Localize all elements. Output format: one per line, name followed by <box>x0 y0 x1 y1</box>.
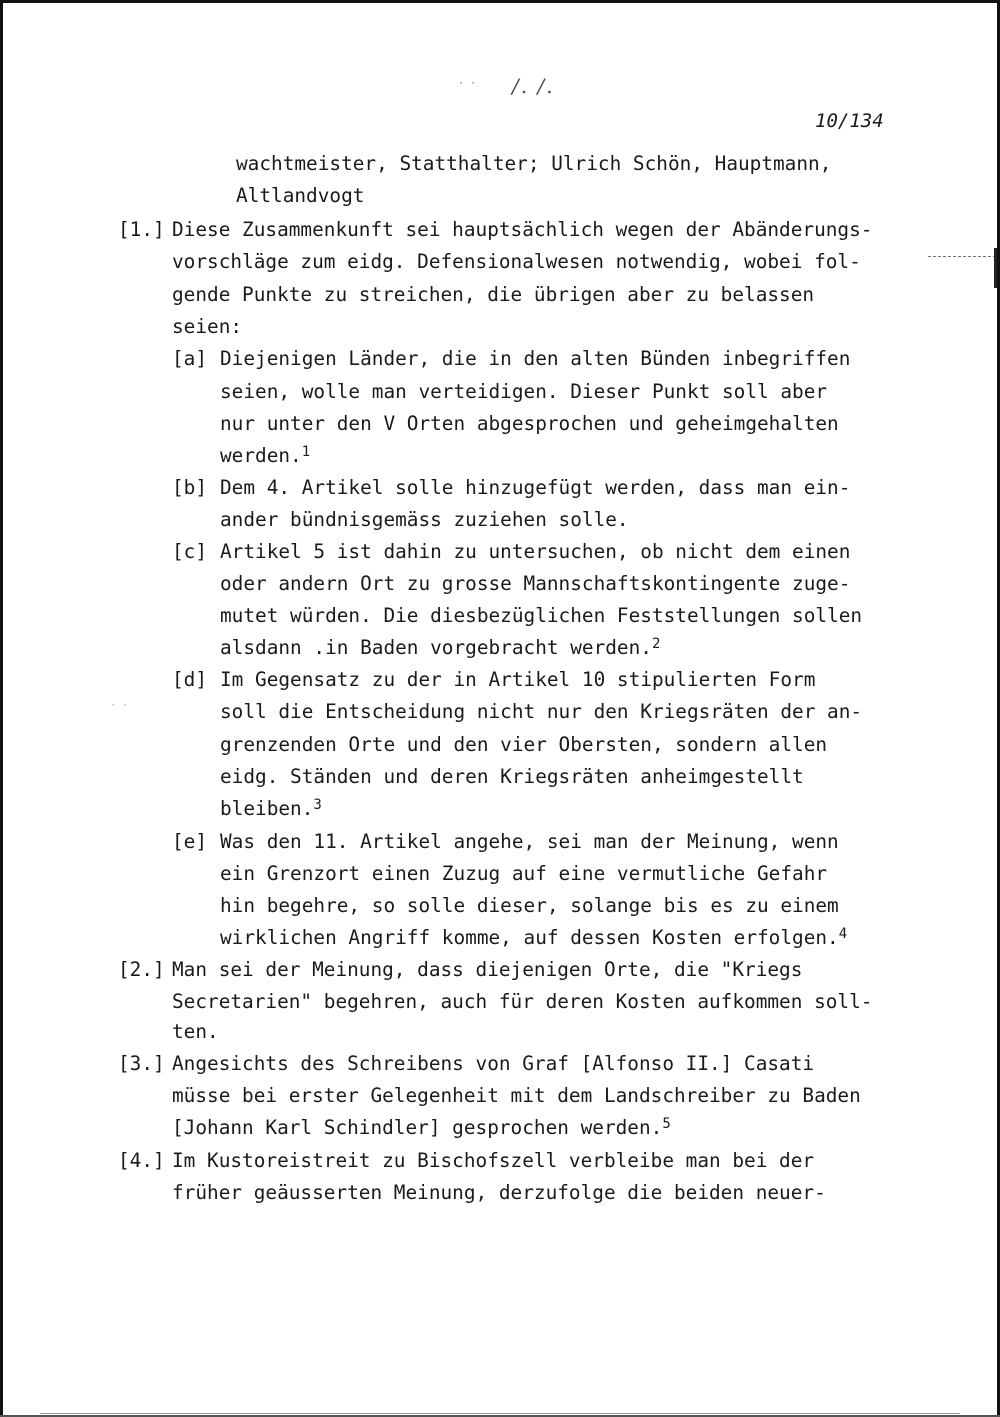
item-label: [1.] <box>118 218 165 241</box>
sub-item-line: mutet würden. Die diesbezüglichen Feststellungen sollen <box>220 604 863 627</box>
intro-line: Altlandvogt <box>236 184 365 207</box>
sub-item-line: oder andern Ort zu grosse Mannschaftskontingente zuge- <box>220 572 851 595</box>
sub-item-line: soll die Entscheidung nicht nur den Kriegsräten der an- <box>220 700 863 723</box>
sub-item-label: [c] <box>172 540 208 563</box>
scan-margin-bar <box>994 248 997 288</box>
item-label: [2.] <box>118 958 165 981</box>
item-line: ten. <box>172 1020 219 1043</box>
sub-item-line: hin begehre, so solle dieser, solange bis es zu einem <box>220 894 839 917</box>
footnote-ref: 2 <box>651 636 661 652</box>
sub-item-label: [a] <box>172 347 208 370</box>
sub-item-line: nur unter den V Orten abgesprochen und geheimgehalten <box>220 412 839 435</box>
sub-item-line: grenzenden Orte und den vier Obersten, sondern allen <box>220 733 828 756</box>
item-line: seien: <box>172 315 243 338</box>
sub-item-line: alsdann .in Baden vorgebracht werden.$^2$ <box>220 636 661 659</box>
footnote-ref: 1 <box>301 444 311 460</box>
sub-item-label: [b] <box>172 476 208 499</box>
scan-margin-mark <box>928 256 996 259</box>
sub-item-line: ander bündnisgemäss zuziehen solle. <box>220 508 629 531</box>
item-line: vorschläge zum eidg. Defensionalwesen notwendig, wobei fol- <box>172 250 861 273</box>
footnote-ref: 3 <box>313 797 322 813</box>
sub-item-line: bleiben.$^3$ <box>220 797 322 820</box>
scan-speck: · · <box>458 78 477 89</box>
handwritten-mark: /. /. <box>512 74 555 98</box>
sub-item-line: eidg. Ständen und deren Kriegsräten anheimgestellt <box>220 765 804 788</box>
item-label: [4.] <box>118 1149 165 1172</box>
item-line: Man sei der Meinung, dass diejenigen Orte, die "Kriegs <box>172 958 803 981</box>
footnote-ref: 5 <box>662 1116 671 1132</box>
sub-item-line: werden.$^1$ <box>220 444 311 467</box>
footnote-ref: 4 <box>838 926 848 942</box>
sub-item-line: seien, wolle man verteidigen. Dieser Punkt soll aber <box>220 380 828 403</box>
item-line: gende Punkte zu streichen, die übrigen aber zu belassen <box>172 283 815 306</box>
sub-item-label: [d] <box>172 668 208 691</box>
sub-item-line: ein Grenzort einen Zuzug auf eine vermutliche Gefahr <box>220 862 828 885</box>
item-label: [3.] <box>118 1052 165 1075</box>
sub-item-label: [e] <box>172 830 208 853</box>
sub-item-line: Dem 4. Artikel solle hinzugefügt werden, dass man ein- <box>220 476 851 499</box>
item-line: [Johann Karl Schindler] gesprochen werden.$^5$ <box>172 1116 671 1139</box>
item-line: früher geäusserten Meinung, derzufolge die beiden neuer- <box>172 1181 826 1204</box>
sub-item-line: Artikel 5 ist dahin zu untersuchen, ob nicht dem einen <box>220 540 851 563</box>
sub-item-line: Diejenigen Länder, die in den alten Bünden inbegriffen <box>220 347 851 370</box>
item-line: Secretarien" begehren, auch für deren Kosten aufkommen soll- <box>172 990 873 1013</box>
scan-edge-left <box>0 0 3 1417</box>
page-number: 10/134 <box>815 110 884 132</box>
sub-item-line: wirklichen Angriff komme, auf dessen Kosten erfolgen.$^4$ <box>220 926 848 949</box>
scan-bottom-rule <box>40 1413 960 1414</box>
scan-speck: · · <box>110 700 129 711</box>
item-line: müsse bei erster Gelegenheit mit dem Landschreiber zu Baden <box>172 1084 861 1107</box>
item-line: Im Kustoreistreit zu Bischofszell verbleibe man bei der <box>172 1149 815 1172</box>
scan-edge-top <box>0 0 1000 3</box>
sub-item-line: Was den 11. Artikel angehe, sei man der Meinung, wenn <box>220 830 839 853</box>
item-line: Angesichts des Schreibens von Graf [Alfonso II.] Casati <box>172 1052 815 1075</box>
item-line: Diese Zusammenkunft sei hauptsächlich wegen der Abänderungs- <box>172 218 873 241</box>
intro-line: wachtmeister, Statthalter; Ulrich Schön, Hauptmann, <box>236 152 832 175</box>
sub-item-line: Im Gegensatz zu der in Artikel 10 stipulierten Form <box>220 668 816 691</box>
